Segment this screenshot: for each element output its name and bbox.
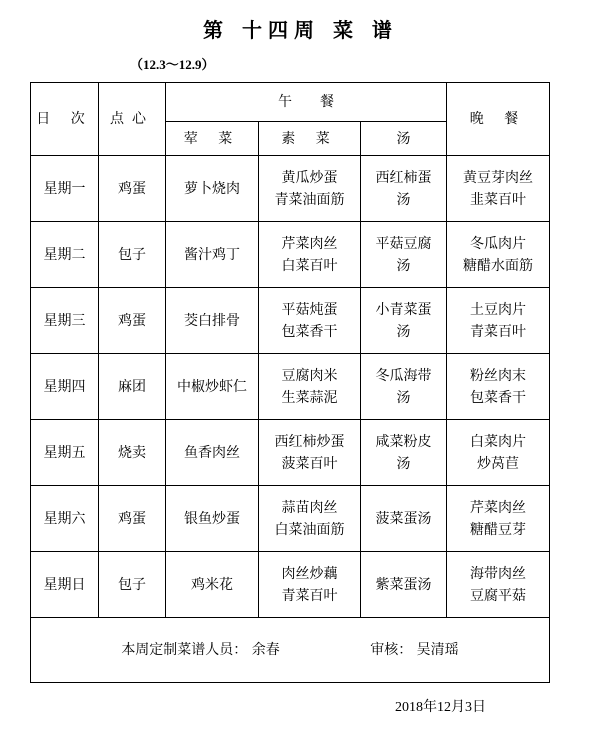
snack-cell: 包子 [99,552,166,618]
soup-cell-line: 汤 [396,257,411,274]
veg-dish-cell-line: 西红柿炒蛋 [274,433,345,450]
date-range: （12.3～12.9） [130,57,215,72]
dinner-cell [447,552,550,618]
soup-cell [361,288,447,354]
table-row [31,288,550,354]
soup-cell-line: 咸菜粉皮 [375,433,432,450]
soup-cell-line: 汤 [396,323,411,340]
dinner-cell-line: 海带肉丝 [470,565,526,582]
dinner-cell [447,156,550,222]
soup-cell-line: 菠菜蛋汤 [375,510,432,527]
veg-dish-cell-line: 豆腐肉米 [281,367,338,384]
day-cell: 星期三 [31,288,99,354]
veg-dish-cell-line: 黄瓜炒蛋 [281,169,338,186]
footer-row [31,618,550,683]
day-cell: 星期四 [31,354,99,420]
day-cell: 星期二 [31,222,99,288]
header-veg: 素 菜 [259,122,361,156]
snack-cell: 鸡蛋 [99,486,166,552]
meat-dish-cell: 萝卜烧肉 [166,156,259,222]
reviewer: 审核： 吴清瑶 [370,642,459,658]
dinner-cell-line: 土豆肉片 [470,301,526,318]
soup-cell [361,420,447,486]
dinner-cell-line: 青菜百叶 [470,323,526,340]
soup-cell [361,486,447,552]
issue-date: 2018年12月3日 [395,700,486,715]
soup-cell-line: 汤 [396,389,411,406]
veg-dish-cell [259,420,361,486]
veg-dish-cell [259,288,361,354]
meat-dish-cell: 中椒炒虾仁 [166,354,259,420]
meat-dish-cell: 银鱼炒蛋 [166,486,259,552]
snack-cell: 鸡蛋 [99,288,166,354]
veg-dish-cell-line: 包菜香干 [281,323,338,340]
dinner-cell-line: 糖醋豆芽 [470,521,526,538]
dinner-cell-line: 炒莴苣 [477,455,519,472]
veg-dish-cell-line: 白菜百叶 [281,257,338,274]
soup-cell [361,222,447,288]
table-row [31,486,550,552]
dinner-cell-line: 韭菜百叶 [470,191,526,208]
snack-cell: 烧卖 [99,420,166,486]
day-cell: 星期五 [31,420,99,486]
dinner-cell-line: 粉丝肉末 [470,367,526,384]
header-row-1 [31,83,550,122]
veg-dish-cell-line: 菠菜百叶 [281,455,338,472]
veg-dish-cell [259,156,361,222]
header-dinner: 晚 餐 [447,83,550,156]
soup-cell-line: 紫菜蛋汤 [375,576,432,593]
veg-dish-cell [259,222,361,288]
table-row [31,420,550,486]
day-cell: 星期日 [31,552,99,618]
header-snack: 点心 [99,83,166,156]
veg-dish-cell-line: 蒜苗肉丝 [281,499,338,516]
soup-cell-line: 冬瓜海带 [375,367,432,384]
table-row [31,156,550,222]
veg-dish-cell [259,552,361,618]
dinner-cell-line: 冬瓜肉片 [470,235,526,252]
table-row [31,222,550,288]
veg-dish-cell-line: 芹菜肉丝 [281,235,338,252]
soup-cell [361,156,447,222]
snack-cell: 包子 [99,222,166,288]
meat-dish-cell: 鸡米花 [166,552,259,618]
snack-cell: 鸡蛋 [99,156,166,222]
dinner-cell-line: 芹菜肉丝 [470,499,526,516]
veg-dish-cell [259,354,361,420]
menu-table [30,82,550,683]
dinner-cell-line: 包菜香干 [470,389,526,406]
veg-dish-cell-line: 青菜油面筋 [274,191,345,208]
table-row [31,354,550,420]
soup-cell-line: 小青菜蛋 [375,301,432,318]
dinner-cell-line: 糖醋水面筋 [463,257,533,274]
soup-cell-line: 西红柿蛋 [375,169,432,186]
header-day: 日 次 [31,83,99,156]
header-soup: 汤 [361,122,447,156]
menu-planner: 本周定制菜谱人员： 余春 [121,642,280,658]
day-cell: 星期一 [31,156,99,222]
veg-dish-cell-line: 生菜蒜泥 [281,389,338,406]
meat-dish-cell: 茭白排骨 [166,288,259,354]
footer-cell [31,618,550,683]
dinner-cell-line: 白菜肉片 [470,433,526,450]
dinner-cell [447,222,550,288]
veg-dish-cell-line: 平菇炖蛋 [281,301,338,318]
dinner-cell [447,288,550,354]
snack-cell: 麻团 [99,354,166,420]
dinner-cell [447,486,550,552]
soup-cell [361,552,447,618]
meat-dish-cell: 鱼香肉丝 [166,420,259,486]
dinner-cell-line: 豆腐平菇 [470,587,526,604]
soup-cell-line: 汤 [396,191,411,208]
veg-dish-cell-line: 白菜油面筋 [274,521,345,538]
dinner-cell [447,420,550,486]
dinner-cell [447,354,550,420]
veg-dish-cell-line: 肉丝炒藕 [281,565,338,582]
veg-dish-cell [259,486,361,552]
page-title: 第 十四周 菜 谱 [203,18,398,42]
soup-cell-line: 平菇豆腐 [375,235,432,252]
soup-cell-line: 汤 [396,455,411,472]
header-meat: 荤 菜 [166,122,259,156]
soup-cell [361,354,447,420]
table-row [31,552,550,618]
veg-dish-cell-line: 青菜百叶 [281,587,338,604]
header-lunch: 午 餐 [166,83,447,122]
day-cell: 星期六 [31,486,99,552]
dinner-cell-line: 黄豆芽肉丝 [463,169,533,186]
meat-dish-cell: 酱汁鸡丁 [166,222,259,288]
